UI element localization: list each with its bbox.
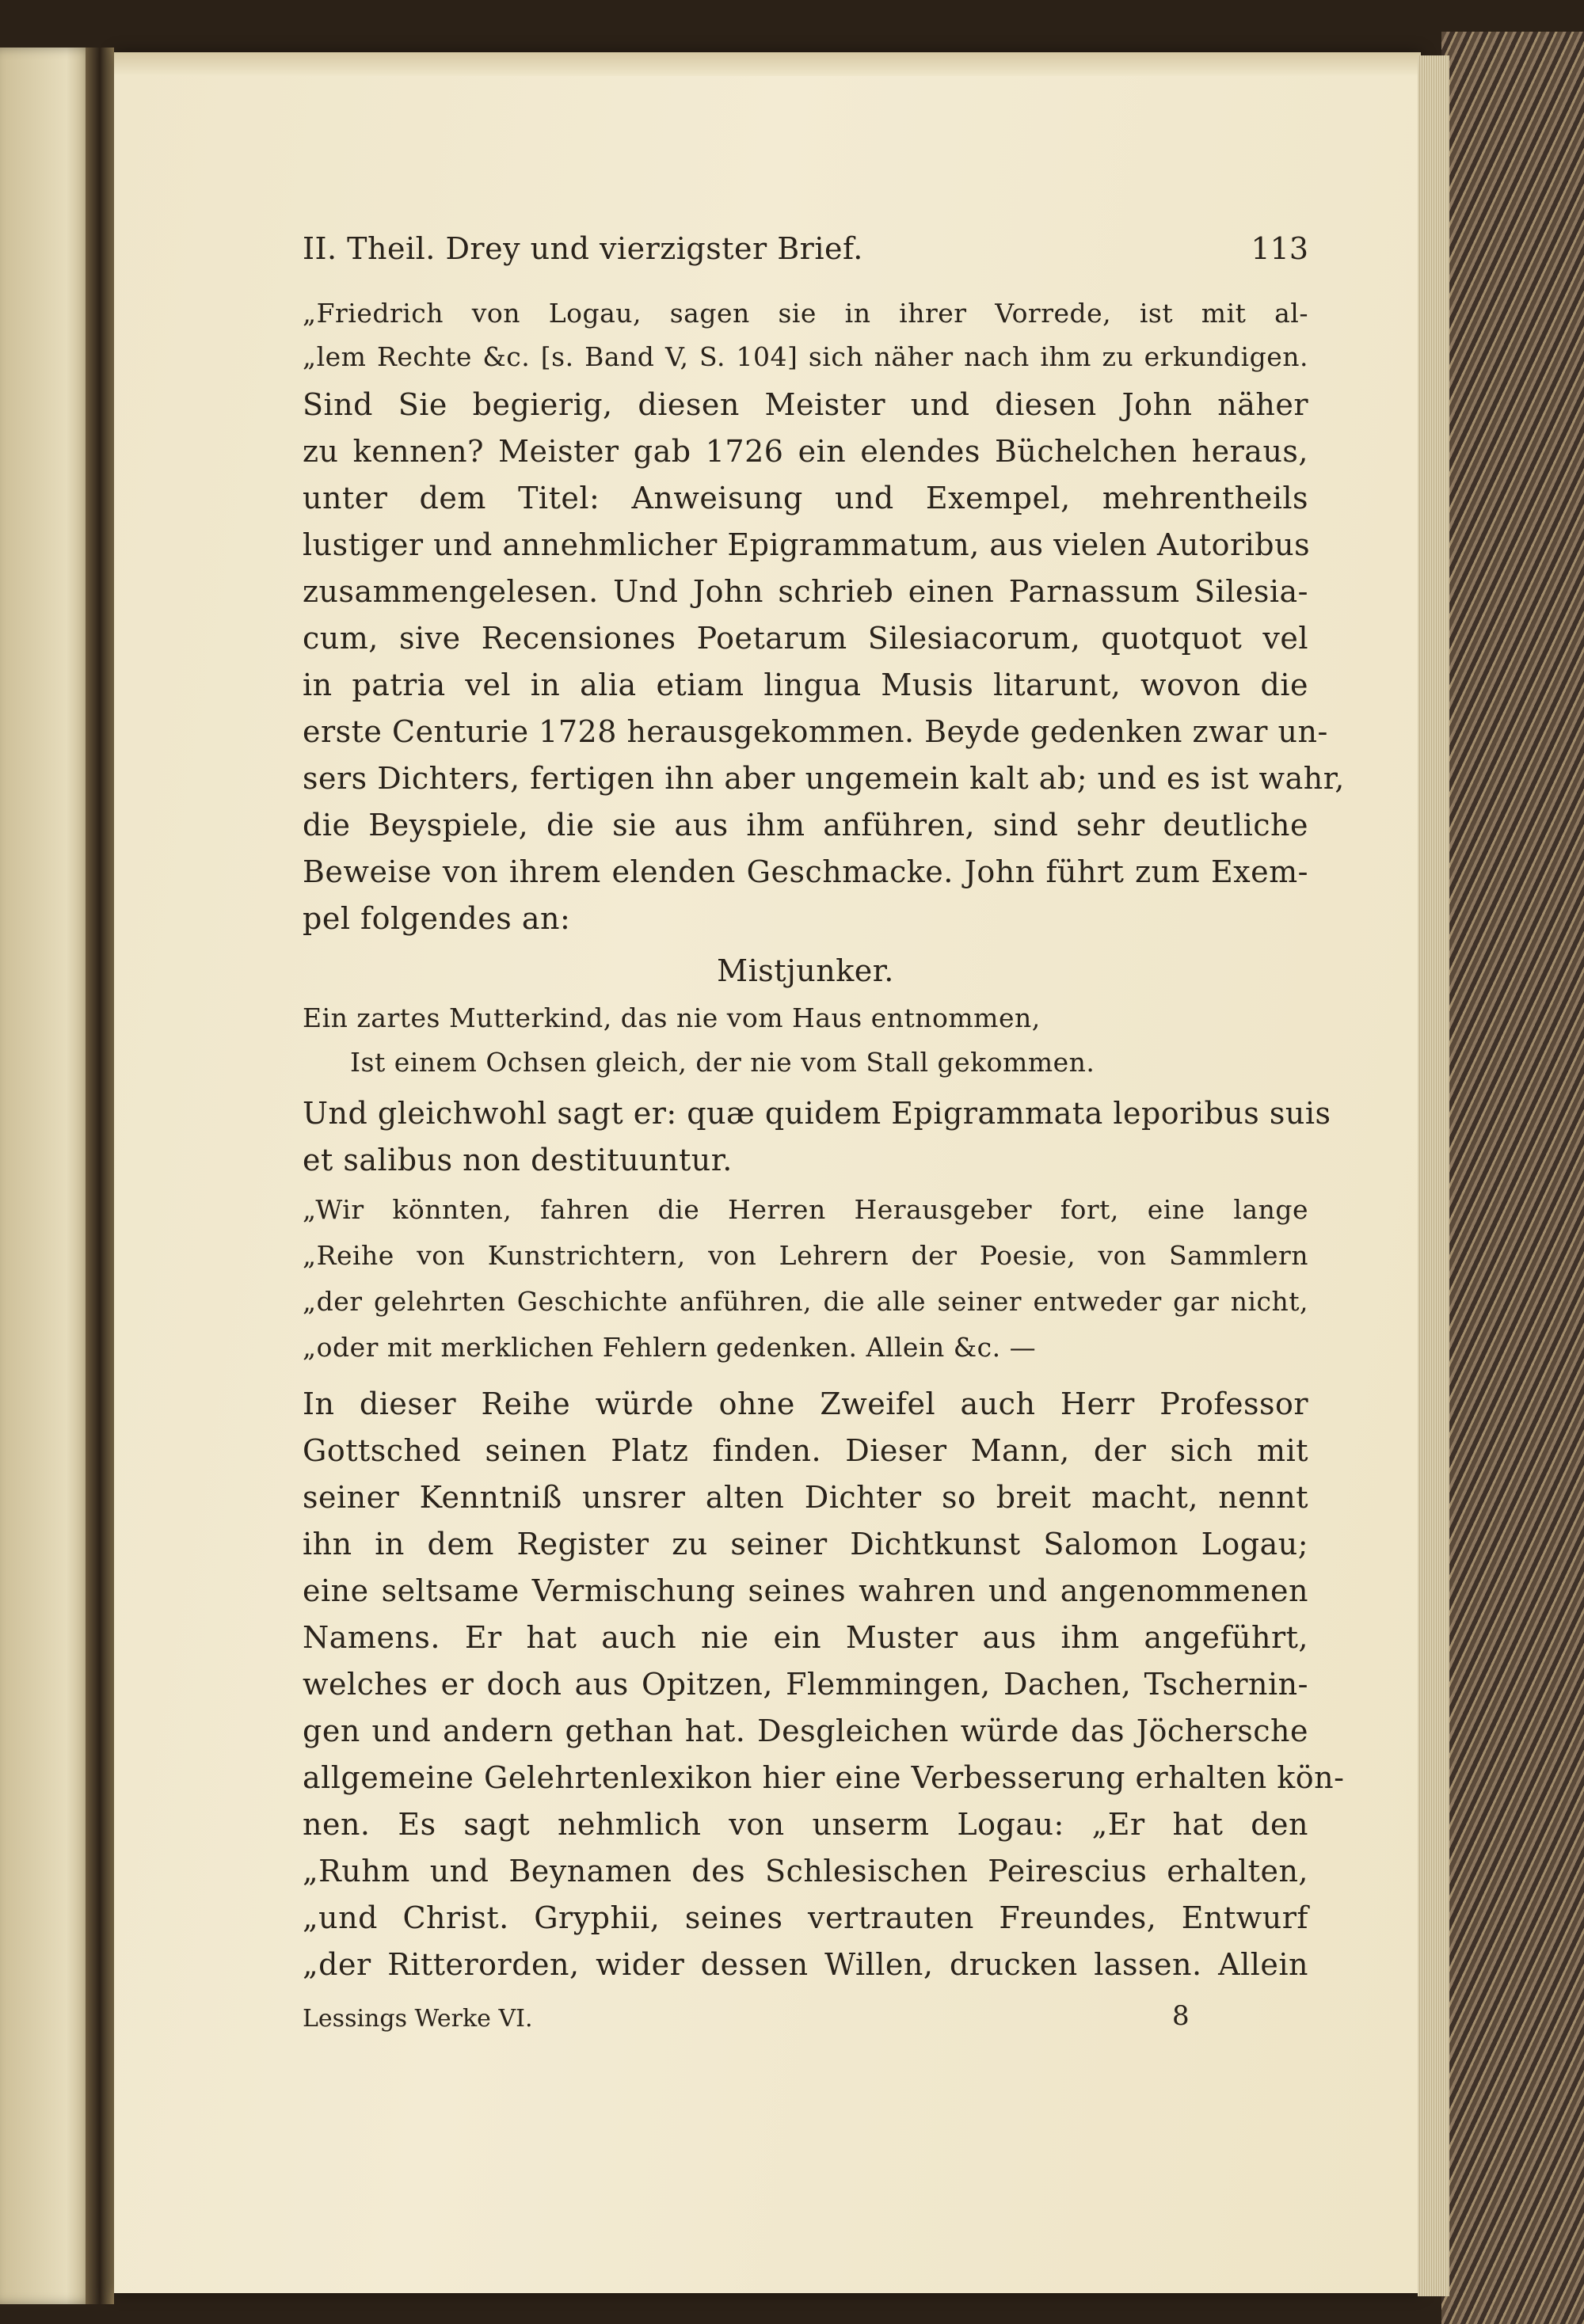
text-line: nen. Es sagt nehmlich von unserm Logau: „Er hat den <box>303 1807 1308 1842</box>
page-top-shadow <box>114 52 1421 76</box>
text-line: seiner Kenntniß unsrer alten Dichter so breit macht, nennt <box>303 1480 1308 1515</box>
poem-title: Mistjunker. <box>717 953 894 988</box>
text-line: zu kennen? Meister gab 1726 ein elendes Büchelchen heraus, <box>303 434 1308 469</box>
text-line: Namens. Er hat auch nie ein Muster aus ihm angeführt, <box>303 1620 1308 1655</box>
text-line: „Reihe von Kunstrichtern, von Lehrern der Poesie, von Sammlern <box>303 1240 1308 1271</box>
text-line: „Wir könnten, fahren die Herren Herausgeber fort, eine lange <box>303 1194 1308 1225</box>
text-line: sers Dichters, fertigen ihn aber ungemein kalt ab; und es ist wahr, <box>303 761 1345 796</box>
text-line: „oder mit merklichen Fehlern gedenken. Allein &c. — <box>303 1332 1037 1363</box>
text-line: lustiger und annehmlicher Epigrammatum, aus vielen Autoribus <box>303 527 1311 562</box>
text-line: „lem Rechte &c. [s. Band V, S. 104] sich näher nach ihm zu erkundigen. <box>303 341 1308 372</box>
text-line: allgemeine Gelehrtenlexikon hier eine Verbesserung erhalten kön- <box>303 1760 1345 1795</box>
text-line: Und gleichwohl sagt er: quæ quidem Epigrammata leporibus suis <box>303 1096 1331 1131</box>
text-line: In dieser Reihe würde ohne Zweifel auch Herr Professor <box>303 1386 1308 1421</box>
page-number: 113 <box>1251 231 1308 266</box>
text-line: ihn in dem Register zu seiner Dichtkunst Salomon Logau; <box>303 1527 1308 1561</box>
text-line: et salibus non destituuntur. <box>303 1143 733 1177</box>
text-line: Beweise von ihrem elenden Geschmacke. John führt zum Exem- <box>303 854 1308 889</box>
poem-verse: Ein zartes Mutterkind, das nie vom Haus entnommen, <box>303 1002 1041 1033</box>
facing-page-edge <box>0 48 95 2304</box>
text-line: „Friedrich von Logau, sagen sie in ihrer Vorrede, ist mit al- <box>303 298 1308 329</box>
poem-verse: Ist einem Ochsen gleich, der nie vom Stall gekommen. <box>350 1047 1095 1078</box>
text-line: in patria vel in alia etiam lingua Musis litarunt, wovon die <box>303 668 1308 702</box>
text-line: erste Centurie 1728 herausgekommen. Beyde gedenken zwar un- <box>303 714 1328 749</box>
text-line: die Beyspiele, die sie aus ihm anführen, sind sehr deutliche <box>303 808 1308 842</box>
text-line: cum, sive Recensiones Poetarum Silesiacorum, quotquot vel <box>303 621 1308 656</box>
text-line: pel folgendes an: <box>303 901 571 936</box>
text-line: „Ruhm und Beynamen des Schlesischen Peirescius erhalten, <box>303 1854 1308 1888</box>
text-line: Gottsched seinen Platz finden. Dieser Mann, der sich mit <box>303 1433 1308 1468</box>
book-page <box>114 52 1421 2293</box>
book-gutter <box>86 48 114 2304</box>
signature-mark: 8 <box>1172 2000 1190 2032</box>
marbled-book-edge <box>1441 32 1584 2324</box>
running-title: II. Theil. Drey und vierzigster Brief. <box>303 231 863 266</box>
text-line: „der Ritterorden, wider dessen Willen, drucken lassen. Allein <box>303 1947 1308 1982</box>
text-line: „der gelehrten Geschichte anführen, die alle seiner entweder gar nicht, <box>303 1286 1308 1317</box>
text-line: unter dem Titel: Anweisung und Exempel, mehrentheils <box>303 481 1308 515</box>
text-line: „und Christ. Gryphii, seines vertrauten Freundes, Entwurf <box>303 1900 1308 1935</box>
page-stack-edge <box>1418 55 1449 2296</box>
text-line: eine seltsame Vermischung seines wahren und angenommenen <box>303 1573 1308 1608</box>
text-line: zusammengelesen. Und John schrieb einen Parnassum Silesia- <box>303 574 1308 609</box>
text-line: welches er doch aus Opitzen, Flemmingen, Dachen, Tschernin- <box>303 1667 1308 1702</box>
text-line: Sind Sie begierig, diesen Meister und diesen John näher <box>303 387 1308 422</box>
footer-volume: Lessings Werke VI. <box>303 2005 533 2033</box>
text-line: gen und andern gethan hat. Desgleichen würde das Jöchersche <box>303 1714 1308 1748</box>
